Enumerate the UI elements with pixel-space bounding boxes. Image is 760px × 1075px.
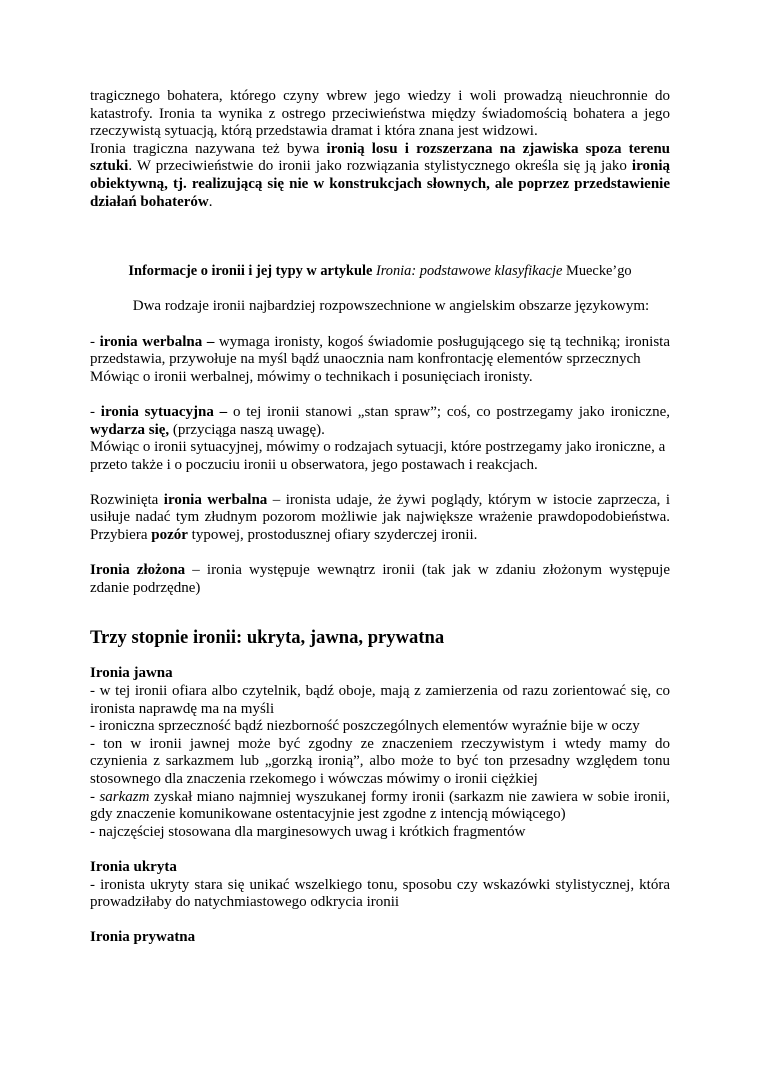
text: Mówiąc o ironii sytuacyjnej, mówimy o rodzajach sytuacji, które postrzegamy jako ironiczne, a przeto także i o poczuciu ironii u obserwatora, jego postawach i reakcjach. — [90, 439, 666, 473]
bold-term: Ironia złożona — [90, 562, 186, 579]
text: - w tej ironii ofiara albo czytelnik, bądź oboje, mają z zamierzenia od razu zorientować się, co ironista naprawdę ma na myśli — [90, 683, 670, 717]
spacer — [90, 597, 670, 627]
list-item — [90, 789, 670, 824]
bold-text: Ironia ukryta — [90, 858, 177, 875]
text: . W przeciwieństwie do ironii jako rozwiązania stylistycznego określa się ją jako — [128, 158, 632, 175]
spacer — [90, 841, 670, 859]
text: zyskał miano najmniej wyszukanej formy ironii (sarkazm nie zawiera w sobie ironii, gdy znaczenie komunikowane ostentacyjnie jest zgodne z intencją mówiącego) — [90, 788, 670, 823]
text: - ironiczna sprzeczność bądź niezborność poszczególnych elementów wyraźnie bije w oczy — [90, 718, 640, 735]
list-item — [90, 718, 670, 736]
spacer — [90, 649, 670, 665]
dash: - — [90, 333, 100, 350]
subheading-covert-irony — [90, 859, 670, 877]
text: Rozwinięta — [90, 491, 164, 508]
section-heading-muecke — [90, 263, 670, 281]
complex-irony — [90, 562, 670, 597]
list-item — [90, 824, 670, 842]
text: Mówiąc o ironii werbalnej, mówimy o technikach i posunięciach ironisty. — [90, 368, 533, 385]
spacer — [90, 545, 670, 563]
bold-text: ironią losu i rozszerzana na zjawiska spoza terenu sztuki — [90, 140, 670, 175]
text: . — [208, 193, 213, 210]
italic-title: Ironia: podstawowe klasyfikacje — [375, 263, 563, 280]
document-page — [90, 88, 670, 947]
section-heading-three-degrees: Trzy stopnie ironii: ukryta, jawna, prywatna — [90, 627, 445, 649]
intro-line — [90, 298, 670, 316]
text: – ironia występuje wewnątrz ironii (tak jak w zdaniu złożonym występuje zdanie podrzędne) — [90, 562, 671, 596]
text: - ton w ironii jawnej może być zgodny ze znaczeniem rzeczywistym i wtedy mamy do czynienia z sarkazmem lub „gorzką ironią”, albo może to być ton przesadny względem tonu stosownego dla znaczenia rzekomego i wówczas mówimy o ironii ciężkiej — [90, 735, 670, 787]
text: - ironista ukryty stara się unikać wszelkiego tonu, sposobu czy wskazówki stylistycznej, która prowadziłaby do natychmiastowego odkrycia ironii — [90, 876, 670, 911]
dash: - — [90, 788, 100, 805]
bold-term: ironia werbalna — [163, 491, 268, 508]
subheading-overt-irony — [90, 665, 670, 683]
text: wymaga ironisty, kogoś świadomie posługującego się tą techniką; ironista przedstawia, przywołuje na myśl bądź unaocznia nam konfrontację elementów sprzecznych — [90, 333, 670, 368]
spacer — [90, 386, 670, 404]
spacer — [90, 281, 670, 299]
bold-text: Ironia prywatna — [90, 929, 196, 946]
text: Muecke’go — [562, 263, 632, 280]
dash: - — [90, 403, 101, 420]
spacer — [90, 316, 670, 334]
situational-irony-note — [90, 439, 670, 474]
situational-irony-item — [90, 404, 670, 439]
verbal-irony-note — [90, 369, 670, 387]
list-item — [90, 736, 670, 789]
italic-term: sarkazm — [99, 788, 150, 805]
bold-text: Informacje o ironii i jej typy w artykule — [128, 263, 376, 280]
bold-text: Ironia jawna — [90, 665, 173, 682]
verbal-irony-item — [90, 334, 670, 369]
list-item — [90, 683, 670, 718]
bold-term: ironia sytuacyjna – — [100, 403, 228, 420]
spacer — [90, 912, 670, 930]
text: tragicznego bohatera, którego czyny wbrew jego wiedzy i woli prowadzą nieuchronnie do katastrofy. Ironia ta wynika z ostrego przeciwieństwa między świadomością bohatera a jego rzeczywistą sytuacją, którą przedstawia dramat i która znana jest widzowi. — [90, 88, 670, 140]
text: - najczęściej stosowana dla marginesowych uwag i krótkich fragmentów — [90, 823, 526, 840]
text: Dwa rodzaje ironii najbardziej rozpowszechnione w angielskim obszarze językowym: — [132, 298, 650, 315]
spacer — [90, 474, 670, 492]
bold-text: ironią obiektywną, tj. realizującą się nie w konstrukcjach słownych, ale poprzez przedstawienie działań bohaterów — [90, 158, 670, 210]
list-item — [90, 877, 670, 912]
text: (przyciąga naszą uwagę). — [169, 421, 325, 438]
spacer — [90, 211, 670, 263]
text: typowej, prostodusznej ofiary szyderczej ironii. — [187, 527, 478, 544]
text: – ironista udaje, że żywi poglądy, którym w istocie zaprzecza, i usiłuje nadać tym złudnym pozorom możliwie jak największe wrażenie prawdopodobieństwa. Przybiera — [90, 491, 670, 544]
paragraph-tragic-hero — [90, 88, 670, 141]
bold-text: pozór — [151, 527, 188, 544]
text: Ironia tragiczna nazywana też bywa — [90, 140, 327, 157]
text: o tej ironii stanowi „stan spraw”; coś, co postrzegamy jako ironiczne, — [227, 403, 670, 420]
subheading-private-irony — [90, 929, 670, 947]
bold-term: ironia werbalna – — [99, 333, 215, 350]
developed-verbal-irony — [90, 492, 670, 545]
paragraph-tragic-irony — [90, 141, 670, 211]
bold-text: wydarza się, — [90, 421, 170, 438]
